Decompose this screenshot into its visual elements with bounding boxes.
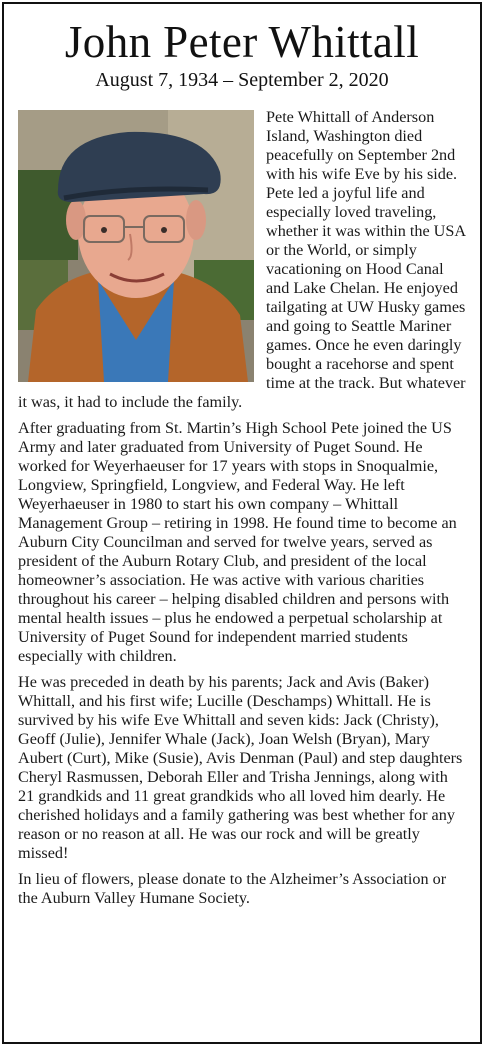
paragraph-donations: In lieu of flowers, please donate to the Alzheimer’s Association or the Auburn Valley Humane Society. [18,870,447,907]
paragraph-family: He was preceded in death by his parents; Jack and Avis (Baker) Whittall, and his first wife; Lucille (Deschamps) Whittall. He is survived by his wife Eve Whittall and seven kids: Jack (Christy), Geoff (Julie), Jennifer Whale (Jack), Joan Welsh (Bryan), Mary Aubert (Curt), Mike (Susie), Avis Denman (Paul) and step daughters Cheryl Rasmussen, Deborah Eller and Trisha Jennings, along with 21 grandkids and 11 great grandkids who all loved him dearly. He cherished holidays and a family gathering was best whether for any reason or no reason at all. He was our rock and will be greatly missed! [18,673,463,862]
paragraph-intro: Pete Whittall of Anderson Island, Washington died peacefully on September 2nd with his wife Eve by his side. Pete led a joyful life and especially loved traveling, whether it was within the USA or the World, or simply vacationing on Hood Canal and Lake Chelan. He enjoyed tailgating at UW Husky games and going to Seattle Mariner games. Once he even daringly bought a racehorse and spent time at the track. But whatever it was, it had to include the family. [18,108,466,411]
portrait-illustration [18,110,254,382]
paragraph-career: After graduating from St. Martin’s High School Pete joined the US Army and later graduated from University of Puget Sound. He worked for Weyerhaeuser for 17 years with stops in Snoqualmie, Longview, Springfield, Longview, and Federal Way. He left Weyerhaeuser in 1980 to start his own company – Whittall Management Group – retiring in 1998. He found time to become an Auburn City Councilman and served for twelve years, served as president of the Auburn Rotary Club, and president of the local homeowner’s association. He was active with various charities throughout his career – helping disabled children and persons with mental health issues – plus he endowed a perpetual scholarship at University of Puget Sound for independent married students especially with children. [18,419,457,665]
obituary-frame [2,2,482,1044]
obituary-body [18,108,468,915]
obituary-dates: August 7, 1934 – September 2, 2020 [95,69,389,91]
portrait-photo [18,110,254,382]
obituary-name: John Peter Whittall [64,17,420,67]
